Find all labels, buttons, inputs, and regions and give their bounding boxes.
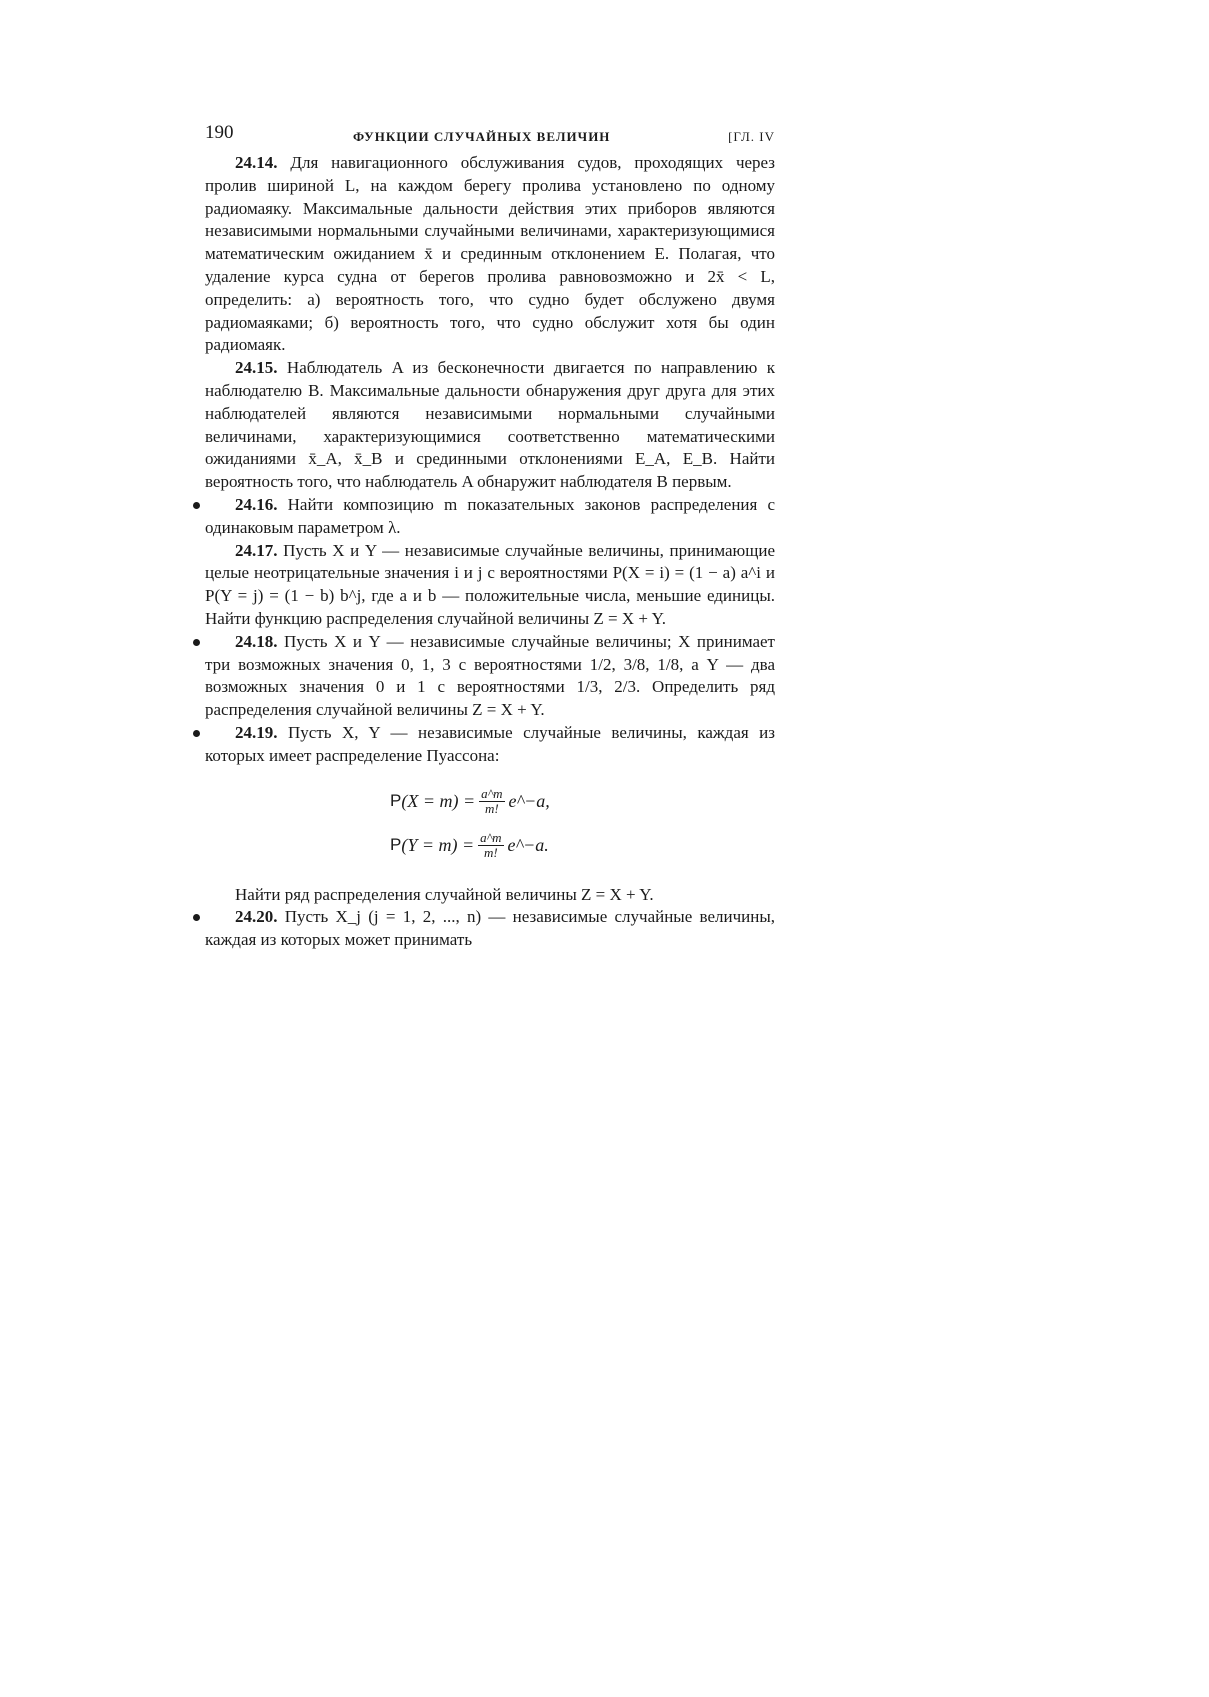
running-title: ФУНКЦИИ СЛУЧАЙНЫХ ВЕЛИЧИН (353, 129, 611, 144)
problem-text: Наблюдатель A из бесконечности двигается по направлению к наблюдателю B. Максимальные дальности обнаружения друг друга для этих наблюдателей являются независимыми нормальными случайными величинами, характеризующимися соответственно математическими ожиданиями x̄_A, x̄_B и срединными отклонениями E_A, E_B. Найти вероятность того, что наблюдатель A обнаружит наблюдателя B первым. (205, 358, 776, 492)
chapter-label: [ГЛ. IV (728, 129, 775, 144)
problem-text: Пусть X и Y — независимые случайные величины, принимающие целые неотрицательные значения i и j с вероятностями P(X = i) = (1 − a) a^i и P(Y = j) = (1 − b) b^j, где a и b — положительные числа, меньшие единицы. Найти функцию распределения случайной величины Z = X + Y. (205, 540, 775, 628)
problem-24-16 (205, 494, 775, 540)
problem-text: Для навигационного обслуживания судов, проходящих через пролив шириной L, на каждом берегу пролива установлено по одному радиомаяку. Максимальные дальности действия этих приборов являются независимыми нормальными случайными величинами, характеризующимися математическим ожиданием x̄ и срединным отклонением E. Полагая, что удаление курса судна от берегов пролива равновозможно и 2x̄ < L, определить: а) вероятность того, что судно будет обслужено двумя радиомаяками; б) вероятность того, что судно обслужит хотя бы один радиомаяк. (205, 153, 776, 355)
bullet-marker (193, 639, 200, 646)
formula-rhs: e^−a, (508, 791, 550, 812)
problem-number: 24.17. (235, 540, 278, 560)
formula-x (390, 780, 775, 824)
problem-24-19-task (205, 884, 775, 907)
fraction-denominator: m! (483, 845, 498, 861)
problem-24-19 (205, 722, 775, 768)
formula-fraction (478, 831, 503, 860)
page-body (205, 152, 775, 952)
bullet-marker (193, 730, 200, 737)
problem-number: 24.20. (235, 907, 278, 927)
page-header (205, 118, 775, 148)
problem-text: Пусть X и Y — независимые случайные величины; X принимает три возможных значения 0, 1, 3 с вероятностями 1/2, 3/8, 1/8, а Y — два возможных значения 0 и 1 с вероятностями 1/3, 2/3. Определить ряд распределения случайной величины Z = X + Y. (205, 631, 775, 720)
problem-24-14 (205, 152, 775, 357)
bullet-marker (193, 914, 200, 921)
problem-24-20 (205, 906, 775, 952)
problem-text: Найти композицию m показательных законов распределения с одинаковым параметром λ. (205, 494, 776, 537)
problem-number: 24.14. (235, 153, 278, 172)
fraction-denominator: m! (484, 801, 499, 817)
formula-lhs: (X = m) = (401, 791, 476, 812)
formula-p: P (390, 835, 402, 855)
problem-24-15 (205, 357, 775, 494)
problem-text: Пусть X_j (j = 1, 2, ..., n) — независимые случайные величины, каждая из которых может принимать (205, 907, 775, 950)
fraction-numerator: a^m (481, 786, 503, 802)
page (205, 118, 775, 952)
problem-text: Найти ряд распределения случайной величины Z = X + Y. (235, 884, 654, 904)
fraction-numerator: a^m (480, 830, 502, 846)
problem-24-17 (205, 540, 775, 631)
problem-text: Пусть X, Y — независимые случайные величины, каждая из которых имеет распределение Пуассона: (205, 722, 776, 765)
formula-rhs: e^−a. (507, 835, 549, 856)
problem-number: 24.16. (235, 494, 278, 514)
problem-number: 24.18. (235, 631, 278, 651)
problem-24-18 (205, 631, 775, 722)
formula-lhs: (Y = m) = (401, 835, 475, 856)
formula-fraction (479, 787, 504, 816)
page-number: 190 (205, 122, 234, 143)
bullet-marker (193, 502, 200, 509)
problem-number: 24.19. (235, 722, 278, 742)
formula-p: P (390, 791, 402, 811)
problem-number: 24.15. (235, 358, 278, 378)
formula-y (390, 824, 775, 868)
formula-block (205, 780, 775, 868)
